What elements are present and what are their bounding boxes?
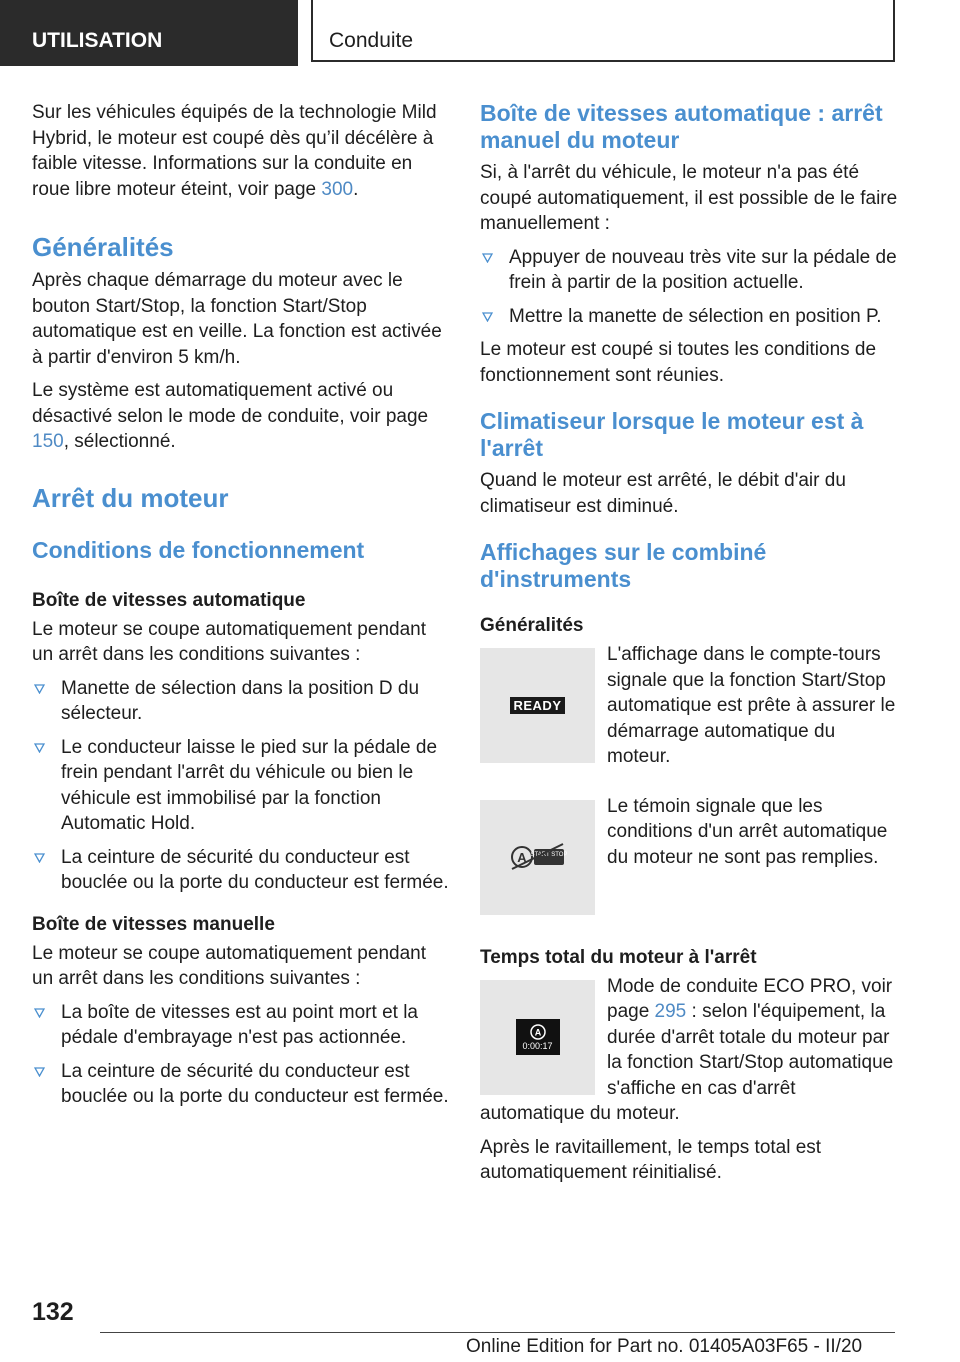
list-item: La ceinture de sécurité du conducteur est bouclée ou la porte du conducteur est fermée. (32, 845, 450, 896)
triangle-bullet-icon (34, 853, 45, 863)
page-link-300[interactable]: 300 (321, 178, 354, 200)
generalites-paragraph-1: Après chaque démarrage du moteur avec le bouton Start/Stop, la fonction Start/Stop automatique est en veille. La fonction est activée à partir d'environ 5 km/h. (32, 270, 442, 368)
climatiseur-text: Quand le moteur est arrêté, le débit d'air du climatiseur est diminué. (480, 470, 846, 517)
manual-stop-heading: Boîte de vitesses automatique : arrêt manuel du moteur (480, 100, 883, 153)
page-number: 132 (32, 1298, 74, 1326)
ready-indicator-image (480, 648, 595, 763)
manual-conditions-list (32, 1000, 450, 1110)
list-item: La boîte de vitesses est au point mort et la pédale d'embrayage n'est pas actionnée. (32, 1000, 450, 1051)
temps-total-outro: Après le ravitaillement, le temps total est automatiquement réinitialisé. (480, 1136, 822, 1183)
left-column (32, 100, 450, 1118)
affichages-generalites-heading: Généralités (480, 615, 584, 636)
manual-stop-list (480, 245, 898, 330)
temps-total-description: Mode de conduite ECO PRO, voir page 295 : selon l'équipement, la durée d'arrêt totale du moteur par la fonction Start/Stop automatique s'affiche en cas d'arrêt automatique du moteur. (480, 975, 894, 1124)
svg-text:START STOP: START STOP (530, 852, 567, 858)
intro-paragraph: Sur les véhicules équipés de la technologie Mild Hybrid, le moteur est coupé dès qu’il décélère à faible vitesse. Informations sur la conduite en roue libre moteur éteint, voir page 300. (32, 102, 437, 200)
svg-text:A: A (516, 850, 527, 865)
generalites-heading: Généralités (32, 232, 174, 262)
page-link-295[interactable]: 295 (654, 1001, 687, 1022)
ready-label: READY (510, 697, 564, 714)
header-section-tab: UTILISATION (0, 0, 298, 66)
manual-gearbox-intro: Le moteur se coupe automatiquement pendant un arrêt dans les conditions suivantes : (32, 942, 426, 989)
triangle-bullet-icon (34, 1008, 45, 1018)
page-link-150[interactable]: 150 (32, 431, 64, 452)
startstop-indicator-row (480, 794, 898, 919)
list-item: Mettre la manette de sélection en position P. (480, 304, 898, 330)
auto-gearbox-intro: Le moteur se coupe automatiquement pendant un arrêt dans les conditions suivantes : (32, 618, 426, 665)
triangle-bullet-icon (34, 1067, 45, 1077)
auto-conditions-list (32, 676, 450, 896)
timer-indicator-row (480, 974, 898, 1135)
manual-stop-outro: Le moteur est coupé si toutes les conditions de fonctionnement sont réunies. (480, 339, 877, 386)
ready-description: L'affichage dans le compte-tours signale que la fonction Start/Stop automatique est prête à assurer le démarrage automatique du moteur. (607, 644, 896, 767)
triangle-bullet-icon (482, 253, 493, 263)
footer-divider (100, 1332, 895, 1333)
timer-indicator-image (480, 980, 595, 1095)
list-item: Le conducteur laisse le pied sur la pédale de frein pendant l'arrêt du véhicule ou bien le véhicule est immobilisé par la fonction Automatic Hold. (32, 735, 450, 837)
startstop-description: Le témoin signale que les conditions d'un arrêt automatique du moteur ne sont pas remplies. (607, 795, 888, 868)
timer-display (516, 1019, 560, 1055)
right-column (480, 100, 898, 1194)
generalites-paragraph-2: Le système est automatiquement activé ou désactivé selon le mode de conduite, voir page 150, sélectionné. (32, 380, 429, 452)
timer-value: 0:00:17 (522, 1041, 553, 1051)
triangle-bullet-icon (34, 743, 45, 753)
startstop-indicator-image (480, 800, 595, 915)
list-item: Appuyer de nouveau très vite sur la pédale de frein à partir de la position actuelle. (480, 245, 898, 296)
temps-total-heading: Temps total du moteur à l'arrêt (480, 946, 757, 968)
auto-start-stop-icon (529, 1023, 547, 1041)
svg-text:A: A (534, 1027, 541, 1038)
climatiseur-heading: Climatiseur lorsque le moteur est à l'arrêt (480, 408, 864, 461)
list-item: La ceinture de sécurité du conducteur est bouclée ou la porte du conducteur est fermée. (32, 1059, 450, 1110)
triangle-bullet-icon (34, 684, 45, 694)
triangle-bullet-icon (482, 312, 493, 322)
header-chapter-title: Conduite (311, 0, 895, 62)
affichages-heading: Affichages sur le combiné d'instruments (480, 539, 767, 592)
manual-gearbox-heading: Boîte de vitesses manuelle (32, 913, 275, 935)
arret-moteur-heading: Arrêt du moteur (32, 482, 229, 513)
footer-edition-text: Online Edition for Part no. 01405A03F65 - II/20 (466, 1336, 863, 1357)
ready-indicator-row (480, 642, 898, 778)
auto-gearbox-heading: Boîte de vitesses automatique (32, 589, 306, 611)
auto-start-stop-off-icon (509, 840, 567, 874)
manual-stop-intro: Si, à l'arrêt du véhicule, le moteur n'a pas été coupé automatiquement, il est possible de le faire manuellement : (480, 162, 898, 234)
list-item: Manette de sélection dans la position D du sélecteur. (32, 676, 450, 727)
conditions-heading: Conditions de fonctionnement (32, 536, 365, 563)
